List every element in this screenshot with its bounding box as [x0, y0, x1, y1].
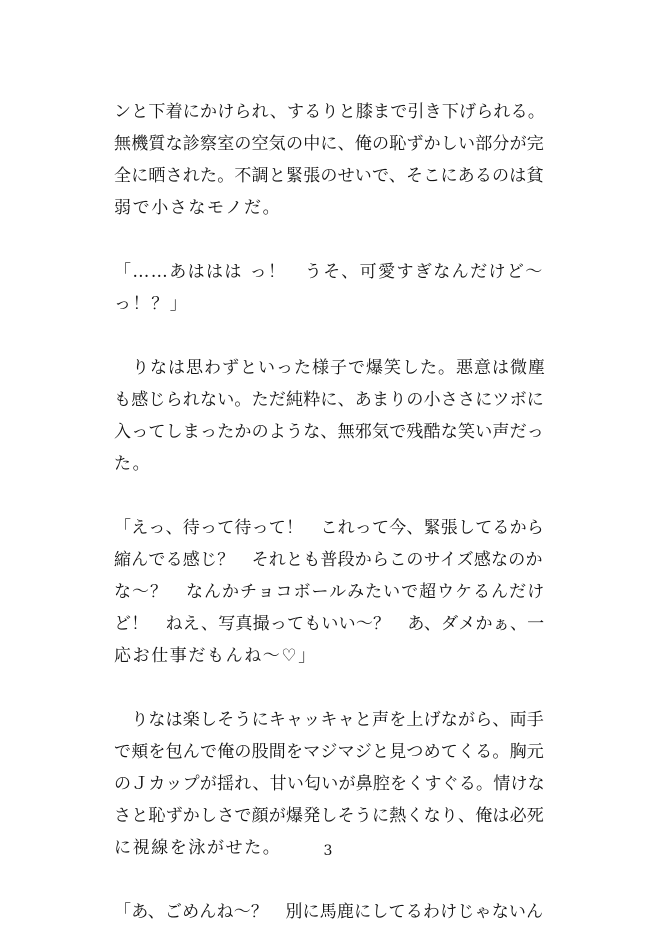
paragraph-gap — [114, 224, 546, 256]
text-line: 弱で小さなモノだ。 — [114, 198, 282, 218]
paragraph — [114, 704, 546, 864]
text-line: さと恥ずかしさで顔が爆発しそうに熱くなり、俺は必死 — [114, 806, 544, 826]
text-line: も感じられない。ただ純粋に、あまりの小ささにツボに — [114, 390, 544, 410]
paragraph — [114, 512, 546, 672]
paragraph — [114, 96, 546, 224]
text-line: 入ってしまったかのような、無邪気で残酷な笑い声だっ — [114, 422, 544, 442]
text-line: 「えっ、待って待って！ これって今、緊張してるから — [114, 518, 544, 538]
text-line: っ！？」 — [114, 294, 189, 314]
text-line: 応お仕事だもんね～♡」 — [114, 646, 317, 666]
text-line: で頬を包んで俺の股間をマジマジと見つめてくる。胸元 — [114, 742, 544, 762]
text-line: 無機質な診察室の空気の中に、俺の恥ずかしい部分が完 — [114, 134, 544, 154]
text-line: のＪカップが揺れ、甘い匂いが鼻腔をくすぐる。情けな — [114, 774, 545, 794]
page-number: 3 — [323, 843, 333, 859]
text-line: 全に晒された。不調と緊張のせいで、そこにあるのは貧 — [114, 166, 544, 186]
text-line: 縮んでる感じ？ それとも普段からこのサイズ感なのか — [114, 550, 543, 570]
text-line: ンと下着にかけられ、するりと膝まで引き下げられる。 — [114, 102, 546, 122]
paragraph — [114, 896, 546, 928]
text-line: 「あ、ごめんね～？ 別に馬鹿にしてるわけじゃないん — [114, 902, 544, 922]
text-line: りなは楽しそうにキャッキャと声を上げながら、両手 — [114, 710, 544, 730]
paragraph-gap — [114, 672, 546, 704]
text-line: な～？ なんかチョコボールみたいで超ウケるんだけ — [114, 582, 546, 602]
paragraph — [114, 352, 546, 480]
paragraph-gap — [114, 320, 546, 352]
paragraph-gap — [114, 480, 546, 512]
paragraph — [114, 256, 546, 320]
text-line: に視線を泳がせた。 — [114, 838, 282, 858]
text-line: 「……あははは っ！ うそ、可愛すぎなんだけど～ — [114, 262, 544, 282]
text-line: ど！ ねえ、写真撮ってもいい～？ あ、ダメかぁ、一 — [114, 614, 545, 634]
text-line: た。 — [114, 454, 152, 474]
body-text — [114, 96, 546, 928]
text-line: りなは思わずといった様子で爆笑した。悪意は微塵 — [114, 358, 546, 378]
paragraph-gap — [114, 864, 546, 896]
